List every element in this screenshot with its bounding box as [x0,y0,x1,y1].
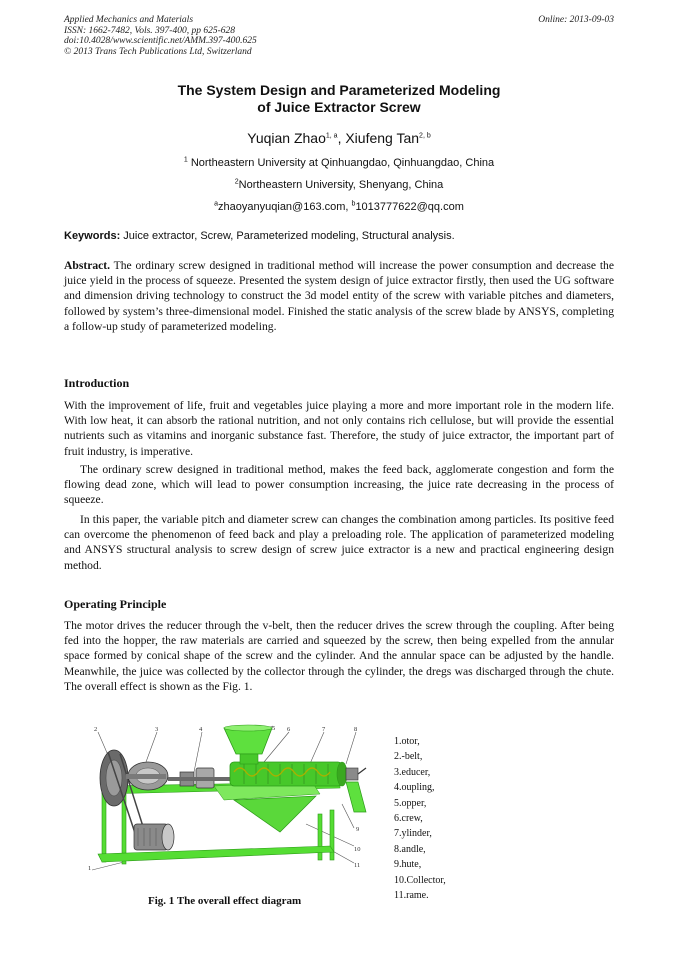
keywords-label: Keywords: [64,230,121,242]
abstract-label: Abstract. [64,259,111,272]
introduction-paragraph-2: The ordinary screw designed in traditional method, makes the feed back, agglomerate congestion and form the flowing dead zone, which will lead to power consumption increasing, the juice rate decreasing in the process of squeeze. [64,463,614,507]
callout-11: 11 [354,862,361,869]
legend-item: 1.otor, [394,736,420,747]
frame [98,782,340,864]
emails [0,201,678,213]
email-2-sup: b [351,200,356,208]
legend-item: 6.crew, [394,813,423,825]
callout-6: 6 [287,726,291,733]
email-1-sup: a [214,200,219,208]
legend-item: 8.andle, [394,843,426,855]
author-separator: , [337,130,346,146]
callout-4: 4 [199,726,203,733]
email-1: zhaoyanyuqian@163.com, [218,201,352,213]
callout-3: 3 [155,726,159,733]
legend-item: 4.oupling, [394,782,435,794]
legend-item: 5.opper, [394,797,427,809]
callout-8: 8 [354,726,358,733]
chute [346,782,366,812]
hopper [224,725,272,764]
author-2-sup: 2, b [419,132,431,140]
author-2: Xiufeng Tan [345,130,420,146]
affiliation-1-sup: 1 [183,156,188,164]
authors [0,130,678,146]
email-2: 1013777622@qq.com [355,201,464,213]
keywords [64,230,614,242]
motor [134,824,174,850]
legend-item: 2.-belt, [394,751,423,763]
author-1-sup: 1, a [325,132,338,140]
callout-2: 2 [94,726,98,733]
doi-line: doi:10.4028/www.scientific.net/AMM.397-400.625 [64,36,257,46]
figure-legend [394,734,446,903]
journal-header [64,15,257,57]
legend-item: 9.hute, [394,859,422,871]
operating-principle-paragraph: The motor drives the reducer through the v-belt, then the reducer drives the screw through the coupling. After being fed into the hopper, the raw materials are carried and squeezed by the screw, then being expelled from the annular space formed by conical shape of the screw and the cylinder. And the annular space can be adjusted by the handle. Meanwhile, the juice was collected by the collector through the cylinder, the dregs was discharged through the chute. The overall effect is shown as the Fig. 1. [64,619,614,693]
introduction-paragraph-1: With the improvement of life, fruit and vegetables juice playing a more and more important role in the modern life. With low heat, it can absorb the rational nutrition, and not only contains rich cellulose, but will provide the essential nutrients such as vitamins and inorganic substance fast. Therefore, the study of juice extractor, the important part of fruit industry, is imperative. [64,399,614,458]
issn-line: ISSN: 1662-7482, Vols. 397-400, pp 625-628 [64,25,235,36]
affiliation-1 [0,157,678,169]
journal-name: Applied Mechanics and Materials [64,15,194,25]
affiliation-1-text: Northeastern University at Qinhuangdao, Qinhuangdao, China [187,157,495,169]
author-1: Yuqian Zhao [247,130,326,146]
legend-item: 11.rame. [394,890,429,902]
introduction-paragraph-3: In this paper, the variable pitch and diameter screw can changes the combination among particles. Its positive feed can overcome the phenomenon of feed back and play a preloading role. The application of parameterized modeling and ANSYS structural analysis to screw design of screw juice extractor is a new and practical engineering design method. [64,513,614,572]
title-line-2: of Juice Extractor Screw [257,99,421,115]
legend-item: 3.educer, [394,766,431,778]
keywords-text: Juice extractor, Screw, Parameterized modeling, Structural analysis. [120,230,455,242]
figure-caption: Fig. 1 The overall effect diagram [148,895,302,907]
operating-principle-heading: Operating Principle [64,597,167,611]
affiliation-2 [0,179,678,191]
online-date: Online: 2013-09-03 [538,15,614,25]
introduction-heading: Introduction [64,376,130,390]
affiliation-2-sup: 2 [234,178,239,186]
callout-7: 7 [322,726,326,733]
callout-9: 9 [356,826,360,833]
title-line-1: The System Design and Parameterized Modeling [177,82,501,98]
legend-item: 7.ylinder, [394,828,432,840]
juice-extractor-figure [84,724,384,882]
legend-item: 10.Collector, [394,874,446,886]
callout-5: 5 [272,725,276,732]
handle [346,768,366,780]
callout-1: 1 [88,865,92,872]
callout-10: 10 [354,846,361,853]
paper-title [0,82,678,116]
abstract [64,258,614,334]
collector [234,796,316,832]
affiliation-2-text: Northeastern University, Shenyang, China [238,179,444,191]
abstract-text: The ordinary screw designed in traditional method will increase the power consumption and decrease the juice yield in the process of squeeze. Presented the system design of juice extractor firstly, then used the UG software and dimension driving technology to construct the 3d model entity of the screw with variable pitches and diameters, followed by system’s three-dimensional model. Finished the static analysis of the screw blade by ANSYS, completing a follow-up study of parameterized modeling. [64,259,614,333]
copyright-line: © 2013 Trans Tech Publications Ltd, Switzerland [64,46,252,57]
